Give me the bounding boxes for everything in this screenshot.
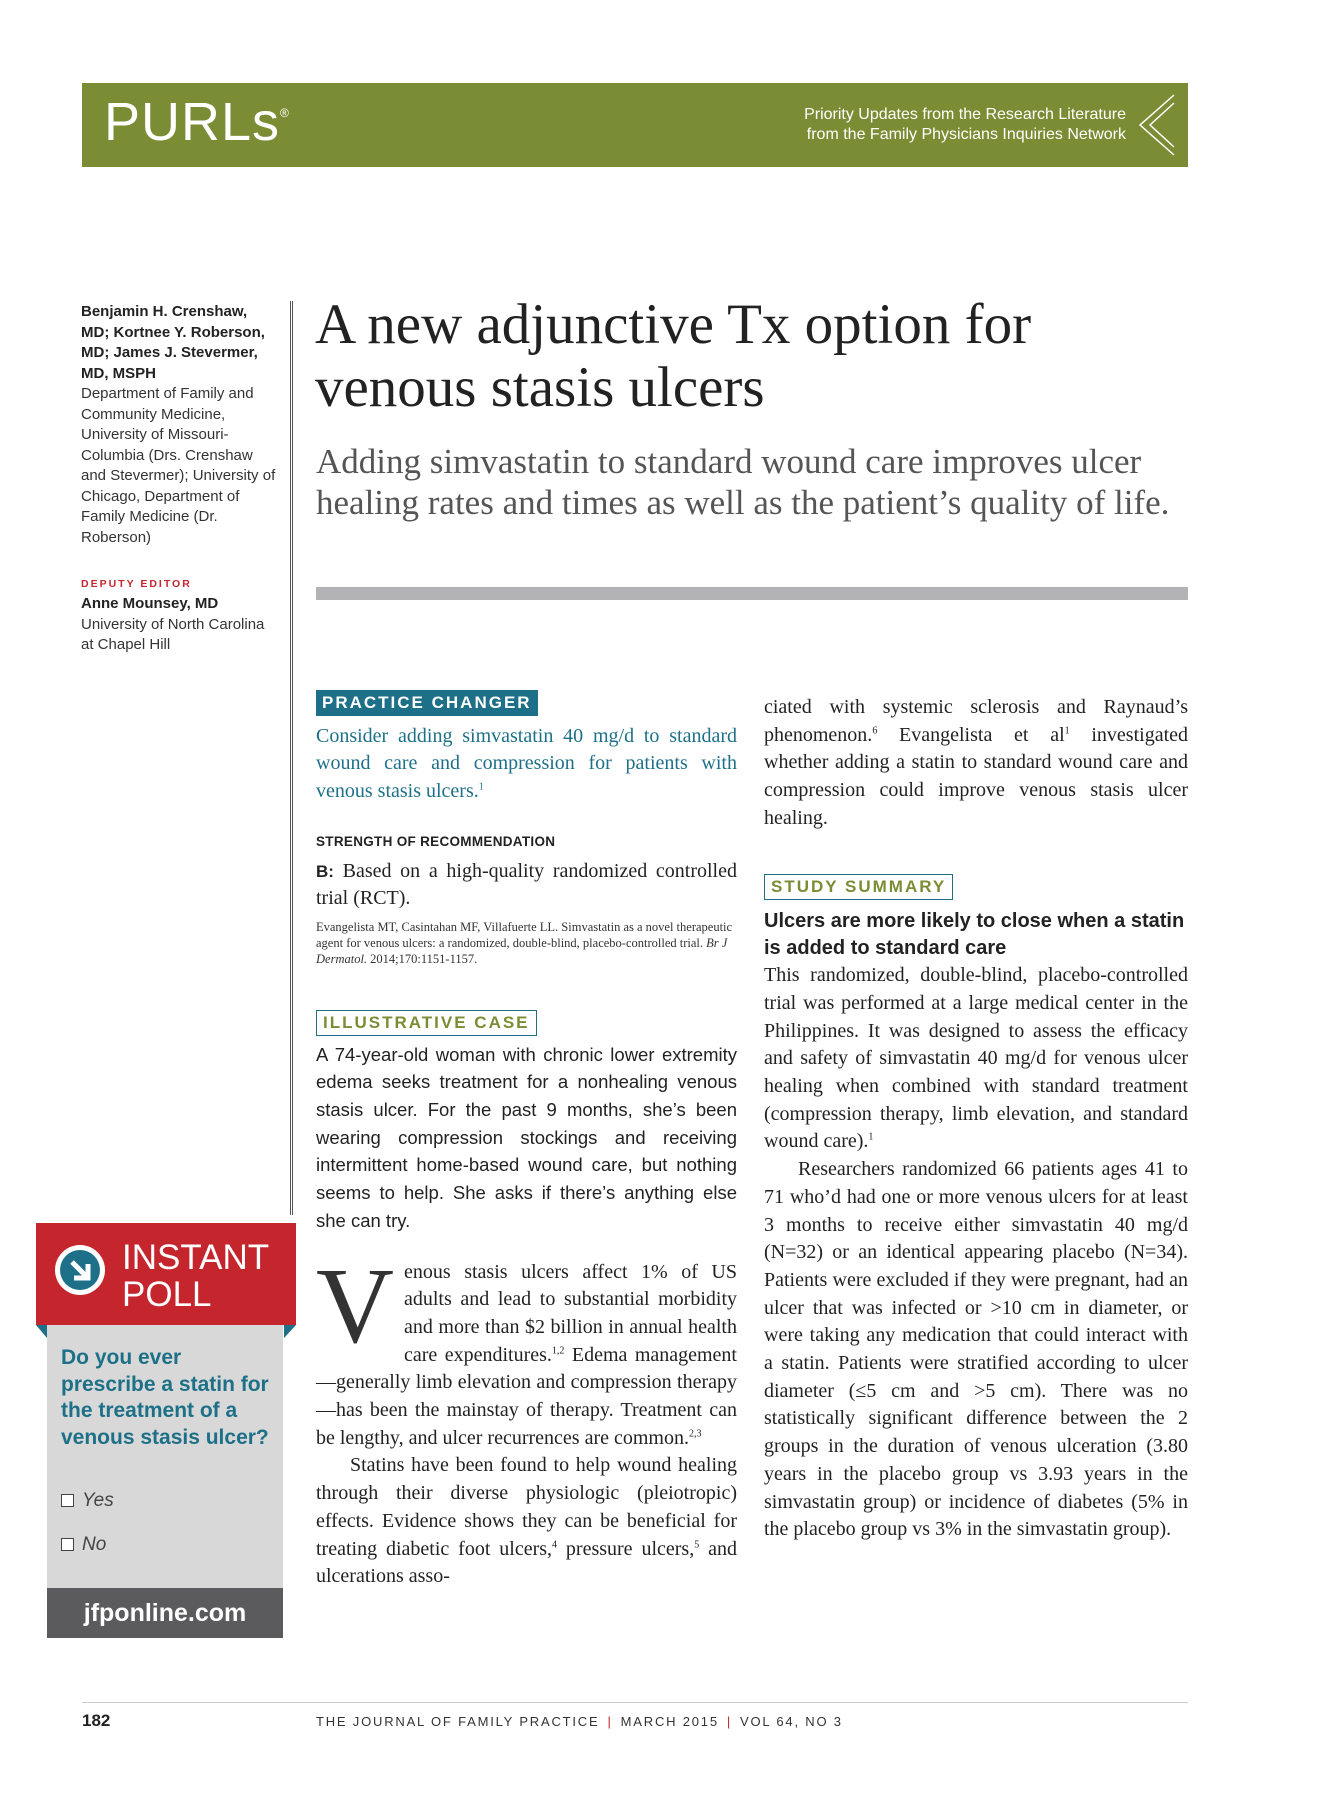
title-divider-bar	[316, 587, 1188, 600]
body-paragraph-2: Statins have been found to help wound healing through their diverse physiologic (pleiotropic) effects. Evidence shows they can be beneficial for treating diabetic foot ulcers,$^4$ pressure ulcers,$^5$ and ulcerations asso-	[316, 1454, 737, 1588]
instant-poll-title: INSTANT POLL	[122, 1238, 270, 1314]
page-number: 182	[82, 1711, 111, 1730]
practice-changer-label: PRACTICE CHANGER	[316, 690, 538, 716]
article-title: A new adjunctive Tx option for venous stasis ulcers	[315, 293, 1032, 419]
poll-option-yes[interactable]: Yes	[61, 1490, 114, 1512]
chevron-left-icon	[1136, 93, 1180, 157]
study-summary-heading: Ulcers are more likely to close when a statin is added to standard care	[764, 910, 1185, 960]
poll-question: Do you ever prescribe a statin for the treatment of a venous stasis ulcer?	[61, 1346, 269, 1449]
illustrative-case-label: ILLUSTRATIVE CASE	[316, 1010, 537, 1036]
study-summary-paragraph-1: This randomized, double-blind, placebo-controlled trial was performed at a large medical center in the Philippines. It was designed to assess the efficacy and safety of simvastatin 40 mg/d for venous ulcer healing when combined with standard treatment (compression therapy, limb elevation, and standard wound care).$^1$	[764, 964, 1188, 1153]
deputy-editor-label: DEPUTY EDITOR	[81, 578, 192, 590]
column-right	[764, 694, 1188, 1544]
checkbox-icon[interactable]	[61, 1538, 74, 1551]
poll-tab-right	[284, 1325, 296, 1338]
purls-banner	[82, 83, 1188, 167]
deputy-editor-name: Anne Mounsey, MD	[81, 595, 219, 612]
study-summary-paragraph-2: Researchers randomized 66 patients ages 41 to 71 who’d had one or more venous ulcers for at least 3 months to receive either simvastatin 40 mg/d (N=32) or an identical appearing placebo (N=34). Patients were excluded if they were pregnant, had an ulcer that was infected or >10 cm in diameter, or were taking any medication that could interact with a statin. Patients were stratified according to ulcer diameter (≤5 cm and >5 cm). There was no statistically significant difference between the 2 groups in the duration of venous ulceration (3.80 years in the placebo group vs 3.93 years in the simvastatin group) or incidence of diabetes (5% in the placebo group vs 3% in the simvastatin group).	[764, 1158, 1188, 1541]
citation: Evangelista MT, Casintahan MF, Villafuerte LL. Simvastatin as a novel therapeutic agent for venous ulcers: a randomized, double-blind, placebo-controlled trial. Br J Dermatol. 2014;170:1151-1157.	[316, 919, 733, 966]
author-names: Benjamin H. Crenshaw, MD; Kortnee Y. Roberson, MD; James J. Stevermer, MD, MSPH	[81, 303, 265, 382]
strength-heading: STRENGTH OF RECOMMENDATION	[316, 833, 556, 849]
poll-tab-left	[36, 1325, 47, 1338]
body-paragraph-1: Venous stasis ulcers affect 1% of US adults and lead to substantial morbidity and more than $2 billion in annual health care expenditures.$^{1,2}$ Edema management—generally limb elevation and compression therapy—has been the mainstay of therapy. Treatment can be lengthy, and ulcer recurrences are common.$^{2,3}$	[316, 1246, 737, 1449]
poll-arrow-icon	[55, 1245, 105, 1295]
journal-footer: THE JOURNAL OF FAMILY PRACTICE | MARCH 2015 | VOL 64, NO 3	[316, 1714, 843, 1729]
poll-option-no[interactable]: No	[61, 1534, 106, 1556]
purls-logo: PURLs®	[104, 92, 290, 152]
drop-cap: V	[316, 1246, 394, 1366]
checkbox-icon[interactable]	[61, 1494, 74, 1507]
deputy-editor-affiliation: University of North Carolina at Chapel Hill	[81, 615, 265, 653]
sidebar-divider	[290, 301, 293, 1215]
strength-text: B: Based on a high-quality randomized controlled trial (RCT).	[316, 859, 737, 910]
study-summary-label: STUDY SUMMARY	[764, 874, 953, 900]
jfponline-link[interactable]: jfponline.com	[47, 1588, 283, 1638]
author-block	[81, 302, 276, 548]
deputy-editor-block	[81, 594, 276, 656]
author-affiliation: Department of Family and Community Medicine, University of Missouri-Columbia (Drs. Crenshaw and Stevermer); University of Chicago, Department of Family Medicine (Dr. Roberson)	[81, 385, 276, 546]
instant-poll-body	[47, 1325, 283, 1588]
body-paragraph-2-continued: ciated with systemic sclerosis and Raynaud’s phenomenon.$^6$ Evangelista et $al^1$ investigated whether adding a statin to standard wound care and compression could improve venous stasis ulcer healing.	[764, 696, 1188, 829]
article-subtitle: Adding simvastatin to standard wound care improves ulcer healing rates and times as well as the patient’s quality of life.	[316, 442, 1170, 522]
footer-divider	[82, 1702, 1188, 1703]
instant-poll-header[interactable]	[36, 1223, 296, 1325]
practice-changer-text: Consider adding simvastatin 40 mg/d to standard wound care and compression for patients with venous stasis ulcers.$^1$	[316, 724, 737, 803]
column-left	[316, 689, 737, 1591]
illustrative-case-text: A 74-year-old woman with chronic lower extremity edema seeks treatment for a nonhealing venous stasis ulcer. For the past 9 months, she’s been wearing compression stockings and receiving intermittent home-based wound care, but nothing seems to help. She asks if there’s anything else she can try.	[316, 1043, 737, 1231]
banner-tagline: Priority Updates from the Research Literature from the Family Physicians Inquiries Network	[804, 106, 1126, 143]
